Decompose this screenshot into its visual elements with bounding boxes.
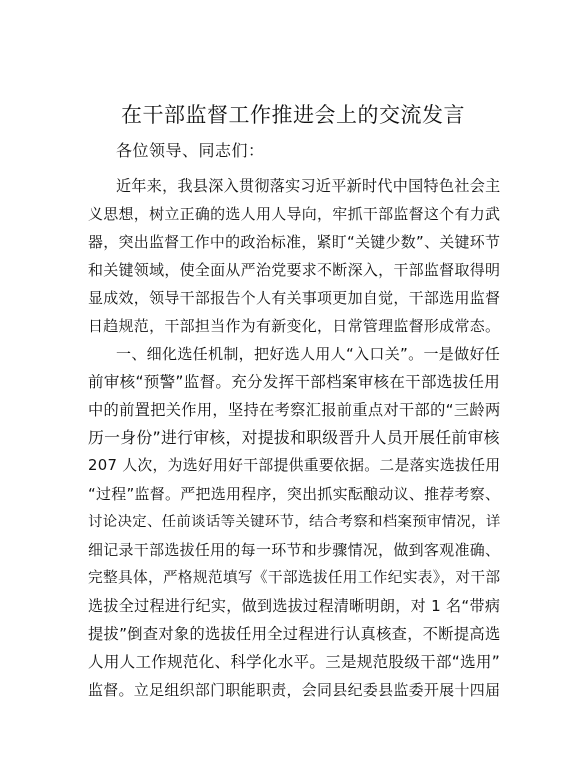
paragraph-line: 和关键领域，使全面从严治党要求不断深入，干部监督取得明 [88,261,501,279]
paragraph-line: 显成效，领导干部报告个人有关事项更加自觉，干部选用监督 [88,289,501,307]
paragraph-line: “过程”监督。严把选用程序，突出抓实酝酿动议、推荐考察、 [88,485,501,503]
paragraph-line: 义思想，树立正确的选人用人导向，牢抓干部监督这个有力武 [88,205,501,223]
document-title: 在干部监督工作推进会上的交流发言 [121,103,465,127]
greeting: 各位领导、同志们： [116,141,265,160]
paragraph-1 [88,172,500,340]
paragraph-line: 207 人次，为选好用好干部提供重要依据。二是落实选拔任用 [88,457,501,474]
paragraph-line: 选拔全过程进行纪实，做到选拔过程清晰明朗，对 1 名“带病 [88,597,501,615]
paragraph-line: 完整具体，严格规范填写《干部选拔任用工作纪实表》，对干部 [88,569,501,586]
paragraph-line: 中的前置把关作用，坚持在考察汇报前重点对干部的“三龄两 [88,401,501,419]
paragraph-line: 历一身份”进行审核，对提拔和职级晋升人员开展任前审核 [88,428,500,447]
paragraph-line: 细记录干部选拔任用的每一环节和步骤情况，做到客观准确、 [88,541,501,559]
paragraph-line: 器，突出监督工作中的政治标准，紧盯“关键少数”、关键环节 [88,233,501,251]
paragraph-2 [88,340,500,704]
paragraph-line: 近年来，我县深入贯彻落实习近平新时代中国特色社会主 [116,177,501,195]
paragraph-line: 讨论决定、任前谈话等关键环节，结合考察和档案预审情况，详 [88,514,501,530]
paragraph-line: 前审核“预警”监督。充分发挥干部档案审核在干部选拔任用 [88,373,501,391]
paragraph-line: 监督。立足组织部门职能职责，会同县纪委县监委开展十四届 [88,681,501,699]
paragraph-line: 提拔”倒查对象的选拔任用全过程进行认真核查，不断提高选 [88,625,501,643]
paragraph-line: 日趋规范，干部担当作为有新变化，日常管理监督形成常态。 [88,317,501,335]
paragraph-line: 一、细化选任机制，把好选人用人“入口关”。一是做好任 [116,345,501,363]
paragraph-line: 人用人工作规范化、科学化水平。三是规范股级干部“选用” [88,653,501,671]
